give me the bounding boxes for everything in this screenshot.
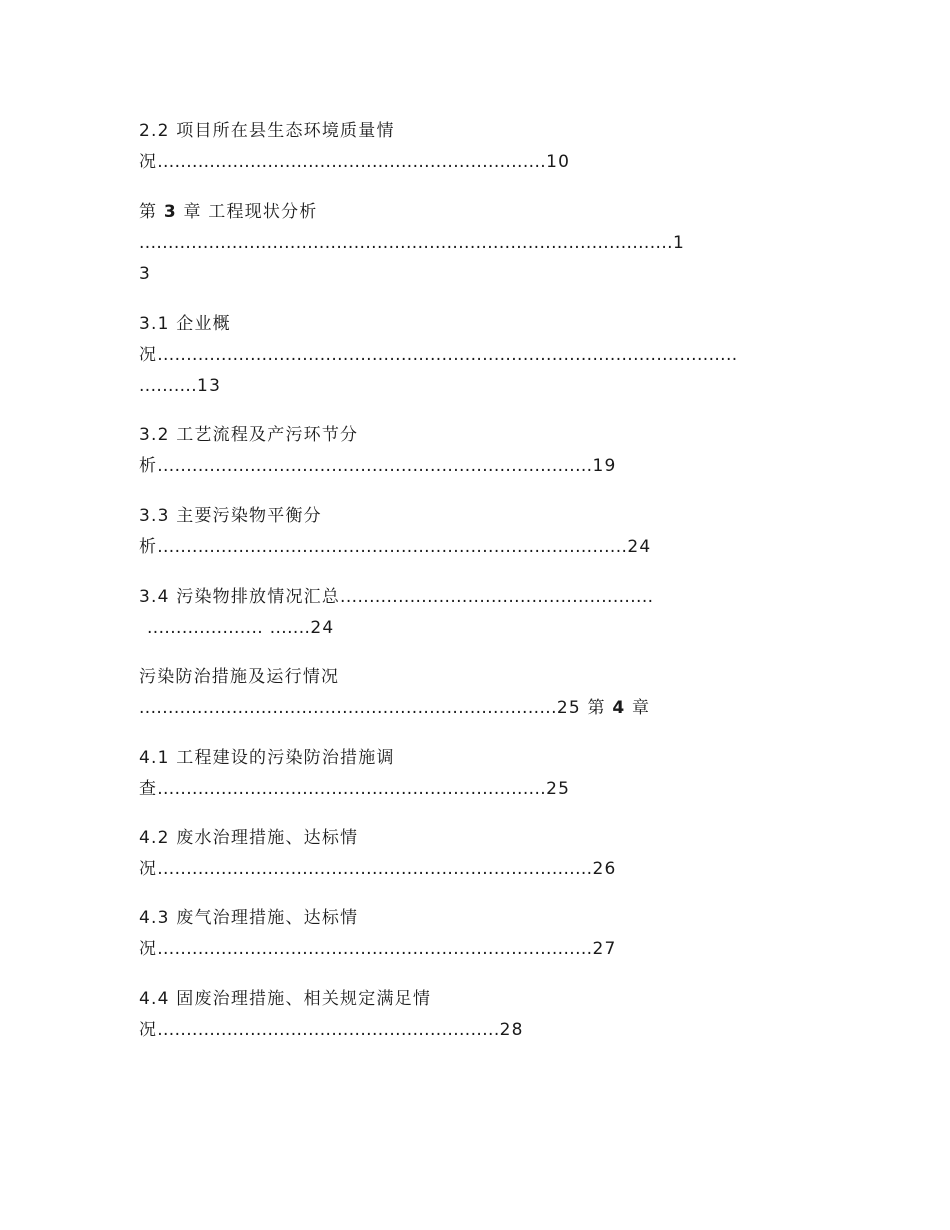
toc-page-number: 10 — [546, 152, 571, 172]
chapter-word: 章 — [631, 698, 651, 718]
toc-entry-title-text: 4.2 废水治理措施、达标情 — [139, 828, 359, 848]
toc-dot-leader: ................................................................................. — [157, 537, 628, 557]
toc-entry-4-3-leader[interactable] — [139, 937, 617, 961]
toc-page-number: 26 — [592, 859, 617, 879]
toc-entry-title-text: 2.2 项目所在县生态环境质量情 — [139, 121, 395, 141]
toc-entry-title-text: 3.2 工艺流程及产污环节分 — [139, 425, 359, 445]
toc-page-number: 19 — [592, 456, 617, 476]
toc-page-number: 13 — [197, 376, 222, 396]
toc-entry-continuation: 况 — [139, 152, 158, 172]
toc-entry-title-text: 4.1 工程建设的污染防治措施调 — [139, 748, 395, 768]
toc-entry-continuation: 况 — [139, 345, 158, 365]
toc-entry-title-text: 3.1 企业概 — [139, 314, 231, 334]
toc-page-number: 1 — [672, 233, 685, 253]
toc-entry-title-text: 3.3 主要污染物平衡分 — [139, 506, 322, 526]
chapter-word: 章 — [183, 202, 202, 222]
toc-page-number: 27 — [592, 939, 617, 959]
chapter-number: 4 — [612, 698, 626, 718]
toc-entry-continuation: 况 — [139, 939, 158, 959]
toc-dot-leader: .................... — [147, 618, 264, 638]
chapter-word: 第 — [587, 698, 606, 718]
toc-entry-continuation: 析 — [139, 456, 158, 476]
toc-dot-leader: .................................................................................................... — [157, 345, 738, 365]
toc-chapter-3-leader[interactable] — [139, 231, 685, 255]
toc-entry-title-text: 4.4 固废治理措施、相关规定满足情 — [139, 989, 432, 1009]
toc-entry-continuation: 况 — [139, 1020, 158, 1040]
toc-entry-3-4-leader[interactable] — [147, 616, 334, 640]
toc-entry-3-3-leader[interactable] — [139, 535, 651, 559]
toc-chapter-3-title[interactable] — [139, 200, 317, 224]
toc-dot-leader: ................................................................... — [157, 779, 547, 799]
toc-entry-title-text: 污染防治措施及运行情况 — [139, 667, 340, 687]
toc-entry-3-2-leader[interactable] — [139, 454, 617, 478]
toc-entry-3-1-page-wrap[interactable] — [139, 374, 221, 398]
toc-entry-3-1-title[interactable] — [139, 312, 231, 336]
toc-entry-3-1-leader[interactable] — [139, 343, 738, 367]
toc-chapter-3-page-wrap — [139, 262, 151, 286]
toc-entry-title-text: 工程现状分析 — [208, 202, 318, 222]
toc-entry-continuation: 析 — [139, 537, 158, 557]
toc-dot-leader: .......... — [139, 376, 198, 396]
toc-page-number: 28 — [499, 1020, 524, 1040]
toc-dot-leader: ........................................................................ — [139, 698, 557, 718]
toc-dot-leader: ........................................................................... — [157, 939, 593, 959]
toc-page-number: 24 — [627, 537, 652, 557]
toc-entry-4-4-title[interactable] — [139, 987, 431, 1011]
toc-dot-leader: ...................................................... — [340, 587, 654, 607]
toc-dot-leader: ........................................................................... — [157, 456, 593, 476]
toc-dot-leader: ........................................................................... — [157, 859, 593, 879]
toc-entry-4-3-title[interactable] — [139, 906, 358, 930]
toc-entry-title-text: 4.3 废气治理措施、达标情 — [139, 908, 359, 928]
toc-entry-continuation: 查 — [139, 779, 158, 799]
toc-entry-4-1-title[interactable] — [139, 746, 395, 770]
toc-entry-continuation: 况 — [139, 859, 158, 879]
toc-dot-leader: ........................................................... — [157, 1020, 500, 1040]
toc-page-number: 25 — [556, 698, 581, 718]
toc-entry-3-3-title[interactable] — [139, 504, 322, 528]
toc-dot-leader: ............................................................................................ — [139, 233, 673, 253]
toc-pollution-prevention-leader[interactable] — [139, 696, 650, 720]
toc-pollution-prevention-title[interactable] — [139, 665, 339, 689]
toc-entry-4-1-leader[interactable] — [139, 777, 570, 801]
toc-entry-2-2-leader[interactable] — [139, 150, 570, 174]
toc-entry-4-2-title[interactable] — [139, 826, 358, 850]
chapter-word: 第 — [139, 202, 158, 222]
toc-entry-4-2-leader[interactable] — [139, 857, 617, 881]
toc-dot-leader: ....... — [269, 618, 311, 638]
toc-entry-3-2-title[interactable] — [139, 423, 358, 447]
toc-page-number: 3 — [139, 264, 152, 284]
chapter-number: 3 — [163, 202, 177, 222]
toc-dot-leader: ................................................................... — [157, 152, 547, 172]
toc-entry-title-text: 3.4 污染物排放情况汇总 — [139, 587, 341, 607]
toc-entry-3-4-title[interactable] — [139, 585, 653, 609]
toc-entry-4-4-leader[interactable] — [139, 1018, 524, 1042]
toc-entry-2-2-title[interactable] — [139, 119, 395, 143]
toc-page-number: 24 — [310, 618, 335, 638]
toc-page-number: 25 — [546, 779, 571, 799]
